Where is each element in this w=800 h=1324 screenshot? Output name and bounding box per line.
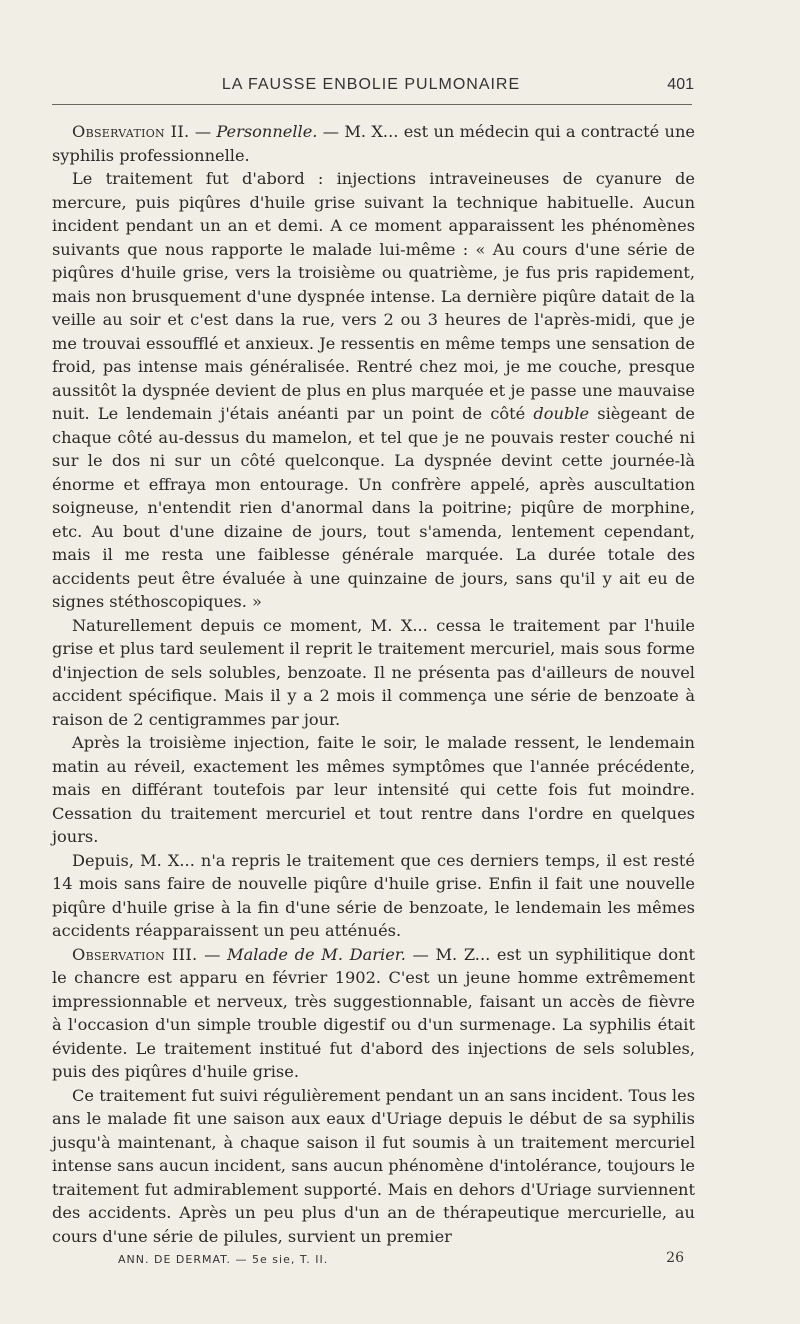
body-text bbox=[52, 120, 695, 1248]
paragraph: Le traitement fut d'abord : injections intraveineuses de cyanure de mercure, puis piqûres d'huile grise suivant la technique habituelle. Aucun incident pendant un an et demi. A ce moment apparaissent les phénomènes suivants que nous rapporte le malade lui-même : « Au cours d'une série de piqûres d'huile grise, vers la troisième ou quatrième, je fus pris rapidement, mais non brusquement d'une dyspnée intense. La dernière piqûre datait de la veille au soir et c'est dans la rue, vers 2 ou 3 heures de l'après-midi, que je me trouvai essoufflé et anxieux. Je ressentis en même temps une sensation de froid, pas intense mais généralisée. Rentré chez moi, je me couche, presque aussitôt la dyspnée devient de plus en plus marquée et je passe une mauvaise nuit. Le lendemain j'étais anéanti par un point de côté double siègeant de chaque côté au-dessus du mamelon, et tel que je ne pouvais rester couché ni sur le dos ni sur un côté quelconque. La dyspnée devint cette journée-là énorme et effraya mon entourage. Un confrère appelé, après auscultation soigneuse, n'entendit rien d'anormal dans la poitrine; piqûre de morphine, etc. Au bout d'une dizaine de jours, tout s'amenda, lentement cependant, mais il me resta une faiblesse générale marquée. La durée totale des accidents peut être évaluée à une quinzaine de jours, sans qu'il y ait eu de signes stéthoscopiques. » bbox=[52, 169, 695, 611]
paragraph: Après la troisième injection, faite le soir, le malade ressent, le lendemain matin au réveil, exactement les mêmes symptômes que l'année précédente, mais en différant toutefois par leur intensité qui cette fois fut moindre. Cessation du traitement mercuriel et tout rentre dans l'ordre en quelques jours. bbox=[52, 733, 695, 846]
gathering-number: 26 bbox=[666, 1250, 684, 1266]
header-rule bbox=[52, 104, 692, 105]
paragraph: Depuis, M. X... n'a repris le traitement que ces derniers temps, il est resté 14 mois sans faire de nouvelle piqûre d'huile grise. Enfin il fait une nouvelle piqûre d'huile grise à la fin d'une série de benzoate, le lendemain les mêmes accidents réapparaissent un peu atténués. bbox=[52, 850, 695, 940]
running-title: LA FAUSSE ENBOLIE PULMONAIRE bbox=[221, 76, 521, 93]
observation-subtitle: Personnelle. bbox=[216, 122, 318, 141]
paragraph: Naturellement depuis ce moment, M. X... cessa le traitement par l'huile grise et plus tard seulement il reprit le traitement mercuriel, mais sous forme d'injection de sels solubles, benzoate. Il ne présenta pas d'ailleurs de nouvel accident spécifique. Mais il y a 2 mois il commença une série de benzoate à raison de 2 centigrammes par jour. bbox=[52, 615, 695, 729]
paragraph-observation-2: Observation II. — Personnelle. — M. X... est un médecin qui a contracté une syphilis professionnelle. bbox=[52, 122, 695, 165]
running-header bbox=[50, 76, 692, 98]
paragraph: Ce traitement fut suivi régulièrement pendant un an sans incident. Tous les ans le malade fit une saison aux eaux d'Uriage depuis le début de sa syphilis jusqu'à maintenant, à chaque saison il fut soumis à un traitement mercuriel intense sans aucun incident, sans aucun phénomène d'intolérance, toujours le traitement fut admirablement supporté. Mais en dehors d'Uriage surviennent des accidents. Après un peu plus d'un an de thérapeutique mercurielle, au cours d'une série de pilules, survient un premier bbox=[52, 1085, 695, 1246]
observation-subtitle: Malade de M. Darier. bbox=[227, 944, 406, 964]
page-footer bbox=[118, 1250, 684, 1266]
emphasis: double bbox=[533, 404, 590, 423]
journal-signature: ANN. DE DERMAT. — 5e sie, T. II. bbox=[118, 1253, 329, 1266]
observation-label: Observation III. bbox=[72, 944, 198, 964]
page-number: 401 bbox=[667, 76, 694, 93]
paragraph-observation-3: Observation III. — Malade de M. Darier. — M. Z... est un syphilitique dont le chancre est apparu en février 1902. C'est un jeune homme extrêmement impressionnable et nerveux, très suggestionnable, faisant un accès de fièvre à l'occasion d'un simple trouble digestif ou d'un surmenage. La syphilis était évidente. Le traitement institué fut d'abord des injections de sels solubles, puis des piqûres d'huile grise. bbox=[52, 944, 696, 1081]
observation-label: Observation II. bbox=[72, 122, 190, 141]
